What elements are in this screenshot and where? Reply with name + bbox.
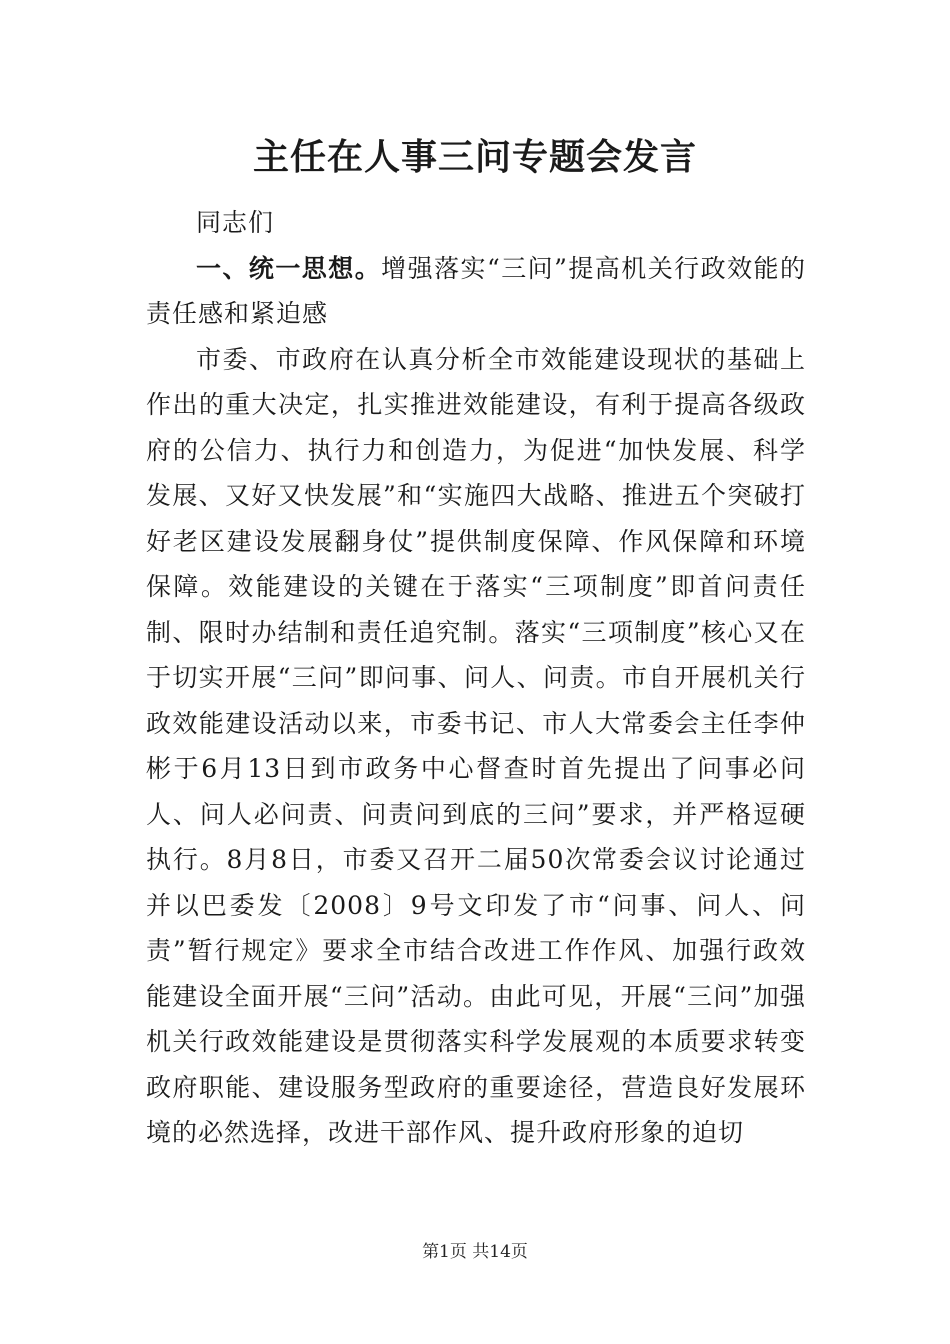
page-number: 第1页 共14页 <box>422 1242 528 1262</box>
section-heading-text: 增强落实“三问”提高机关行政效能的责任感和紧迫感 <box>146 253 806 328</box>
document-title: 主任在人事三问专题会发言 <box>252 137 697 178</box>
salutation: 同志们 <box>196 208 275 237</box>
section-heading <box>146 246 806 337</box>
body-paragraph: 市委、市政府在认真分析全市效能建设现状的基础上作出的重大决定，扎实推进效能建设，有利于提高各级政府的公信力、执行力和创造力，为促进“加快发展、科学发展、又好又快发展”和“实施四大战略、推进五个突破打好老区建设发展翻身仗”提供制度保障、作风保障和环境保障。效能建设的关键在于落实“三项制度”即首问责任制、限时办结制和责任追究制。落实“三项制度”核心又在于切实开展“三问”即问事、问人、问责。市自开展机关行政效能建设活动以来，市委书记、市人大常委会主任李仲彬于6月13日到市政务中心督查时首先提出了问事必问人、问人必问责、问责问到底的三问”要求，并严格逗硬执行。8月8日，市委又召开二届50次常委会议讨论通过并以巴委发〔2008〕9号文印发了市“问事、问人、问责”暂行规定》要求全市结合改进工作作风、加强行政效能建设全面开展“三问”活动。由此可见，开展“三问”加强机关行政效能建设是贯彻落实科学发展观的本质要求转变政府职能、建设服务型政府的重要途径，营造良好发展环境的必然选择，改进干部作风、提升政府形象的迫切 <box>146 344 806 1147</box>
section-heading-bold: 一、统一思想。 <box>196 253 382 283</box>
document-body <box>146 200 806 1156</box>
